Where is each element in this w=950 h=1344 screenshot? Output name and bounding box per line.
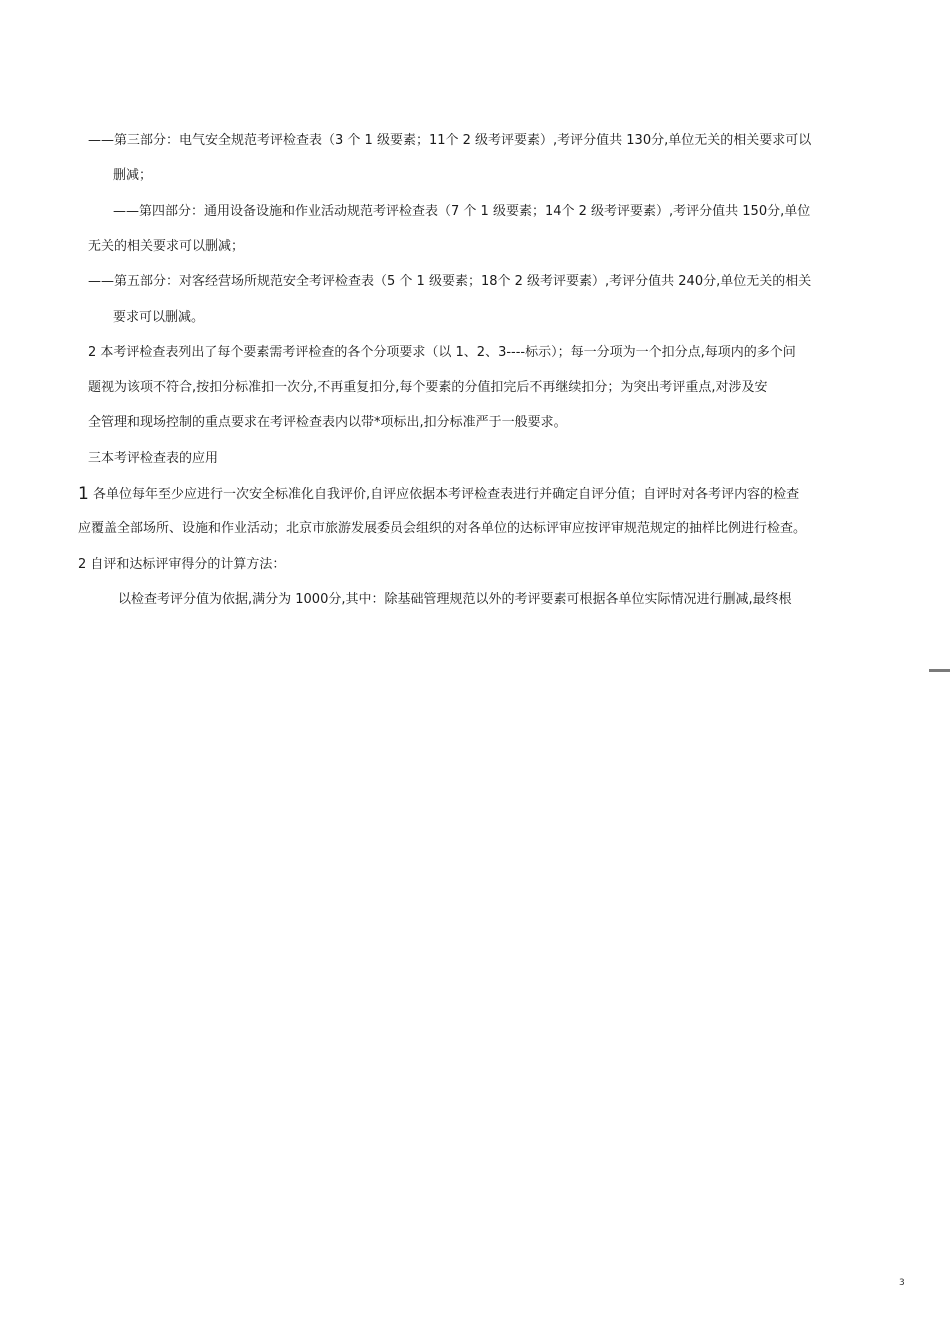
text-line: 无关的相关要求可以删减； xyxy=(88,239,245,254)
text-line: 应覆盖全部场所、设施和作业活动；北京市旅游发展委员会组织的对各单位的达标评审应按评审规范规定的抽样比例进行检查。 xyxy=(78,521,807,536)
text-line: 各单位每年至少应进行一次安全标准化自我评价,自评应依据本考评检查表进行并确定自评分值；自评时对各考评内容的检查 xyxy=(92,487,800,502)
item-number: 1 xyxy=(78,484,89,504)
page-number: 3 xyxy=(899,1278,905,1288)
section-heading: 三本考评检查表的应用 xyxy=(88,451,219,466)
text-line: ——第四部分：通用设备设施和作业活动规范考评检查表（7 个 1 级要素；14个 2 级考评要素）,考评分值共 150分,单位 xyxy=(113,204,811,219)
text-line: 全管理和现场控制的重点要求在考评检查表内以带*项标出,扣分标准严于一般要求。 xyxy=(88,415,567,430)
text-line: 2 自评和达标评审得分的计算方法： xyxy=(78,557,286,572)
text-line-numbered xyxy=(78,484,799,505)
text-line: 题视为该项不符合,按扣分标准扣一次分,不再重复扣分,每个要素的分值扣完后不再继续扣分；为突出考评重点,对涉及安 xyxy=(88,380,768,395)
page-edge-marker xyxy=(929,669,950,672)
text-line: ——第五部分：对客经营场所规范安全考评检查表（5 个 1 级要素；18个 2 级考评要素）,考评分值共 240分,单位无关的相关 xyxy=(88,274,812,289)
text-line: 以检查考评分值为依据,满分为 1000分,其中：除基础管理规范以外的考评要素可根据各单位实际情况进行删减,最终根 xyxy=(118,592,792,607)
text-line: ——第三部分：电气安全规范考评检查表（3 个 1 级要素；11个 2 级考评要素）,考评分值共 130分,单位无关的相关要求可以 xyxy=(88,133,812,148)
text-line: 删减； xyxy=(113,168,153,183)
text-line: 要求可以删减。 xyxy=(113,310,205,325)
text-line: 2 本考评检查表列出了每个要素需考评检查的各个分项要求（以 1、2、3----标示）；每一分项为一个扣分点,每项内的多个问 xyxy=(88,345,796,360)
